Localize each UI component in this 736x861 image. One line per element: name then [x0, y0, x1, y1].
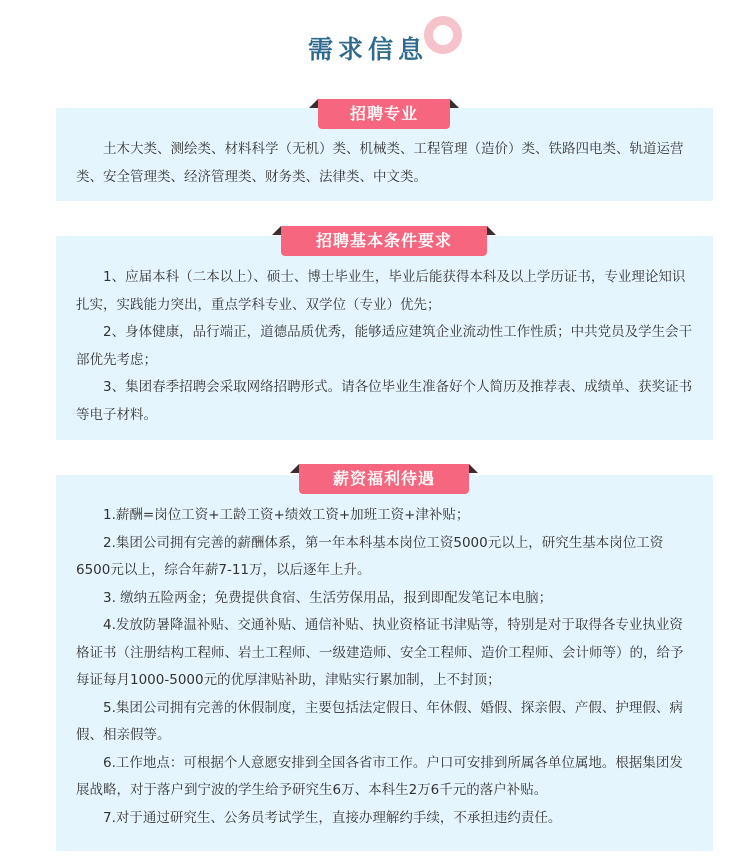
- paragraph: 3、集团春季招聘会采取网络招聘形式。请各位毕业生准备好个人简历及推荐表、成绩单、获奖证书等电子材料。: [76, 379, 693, 423]
- section-tag-label: 招聘基本条件要求: [281, 226, 487, 256]
- paragraph: 5.集团公司拥有完善的休假制度，主要包括法定假日、年休假、婚假、探亲假、产假、护理假、病假、相亲假等。: [76, 699, 683, 743]
- tag-fold-left: [272, 226, 281, 235]
- section-body: [76, 502, 693, 832]
- section-tag-requirements: [272, 226, 496, 256]
- paragraph: 7.对于通过研究生、公务员考试学生，直接办理解约手续，不承担违约责任。: [103, 809, 562, 826]
- page-title: 需求信息: [307, 35, 428, 64]
- paragraph: 3. 缴纳五险两金；免费提供食宿、生活劳保用品，报到即配发笔记本电脑；: [103, 589, 553, 606]
- tag-fold-right: [487, 226, 496, 235]
- section-requirements: [56, 236, 713, 440]
- paragraph: 2、身体健康，品行端正，道德品质优秀，能够适应建筑企业流动性工作性质；中共党员及学生会干部优先考虑；: [76, 324, 693, 368]
- section-body: [76, 264, 693, 429]
- section-body: [76, 136, 693, 191]
- paragraph: 土木大类、测绘类、材料科学（无机）类、机械类、工程管理（造价）类、铁路四电类、轨道运营类、安全管理类、经济管理类、财务类、法律类、中文类。: [76, 141, 684, 185]
- paragraph: 1、应届本科（二本以上）、硕士、博士毕业生，毕业后能获得本科及以上学历证书，专业理论知识扎实，实践能力突出，重点学科专业、双学位（专业）优先；: [76, 269, 686, 313]
- paragraph: 6.工作地点：可根据个人意愿安排到全国各省市工作。户口可安排到所属各单位属地。根据集团发展战略，对于落户到宁波的学生给予研究生6万、本科生2万6千元的落户补贴。: [76, 754, 683, 798]
- tag-fold-right: [450, 99, 459, 108]
- section-benefits: [56, 475, 713, 851]
- paragraph: 2.集团公司拥有完善的薪酬体系，第一年本科基本岗位工资5000元以上，研究生基本岗位工资6500元以上，综合年薪7-11万，以后逐年上升。: [76, 534, 664, 578]
- section-tag-majors: [309, 99, 459, 129]
- section-tag-benefits: [290, 464, 478, 494]
- section-tag-label: 薪资福利待遇: [299, 464, 469, 494]
- tag-fold-left: [309, 99, 318, 108]
- tag-fold-left: [290, 464, 299, 473]
- page-header: [0, 0, 736, 80]
- paragraph: 4.发放防暑降温补贴、交通补贴、通信补贴、执业资格证书津贴等，特别是对于取得各专业执业资格证书（注册结构工程师、岩土工程师、一级建造师、安全工程师、造价工程师、会计师等）的，给予每证每月1000-5000元的优厚津贴补助，津贴实行累加制，上不封顶；: [76, 617, 684, 688]
- section-tag-label: 招聘专业: [318, 99, 450, 129]
- tag-fold-right: [469, 464, 478, 473]
- paragraph: 1.薪酬=岗位工资+工龄工资+绩效工资+加班工资+津补贴；: [103, 507, 470, 523]
